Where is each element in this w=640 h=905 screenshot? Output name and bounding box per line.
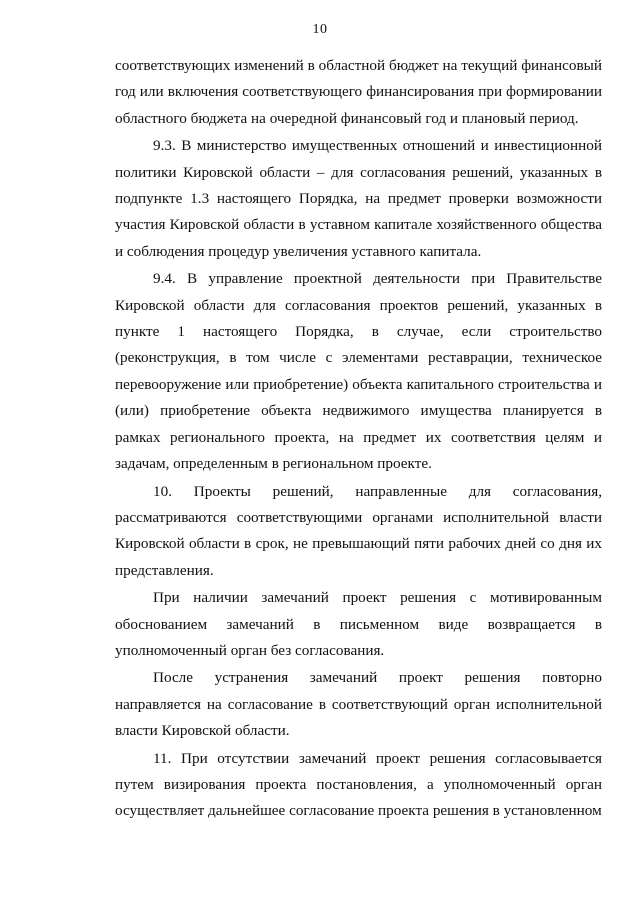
document-body [115, 53, 602, 825]
paragraph-9-3: 9.3. В министерство имущественных отношений и инвестиционной политики Кировской области – для согласования решений, указанных в подпункте 1.3 настоящего Порядка, на предмет проверки возможности участия Кировской области в уставном капитале хозяйственного общества и соблюдения процедур увеличения уставного капитала. [115, 137, 602, 260]
paragraph-11: 11. При отсутствии замечаний проект решения согласовывается путем визирования проекта постановления, а уполномоченный орган осуществляет дальнейшее согласование проекта решения в установленном [115, 749, 602, 820]
paragraph-resubmission: После устранения замечаний проект решения повторно направляется на согласование в соответствующий орган исполнительной власти Кировской области. [115, 669, 602, 740]
paragraph-continuation: соответствующих изменений в областной бюджет на текущий финансовый год или включения соответствующего финансирования при формировании областного бюджета на очередной финансовый год и плановый период. [115, 57, 602, 127]
paragraph-9-4: 9.4. В управление проектной деятельности при Правительстве Кировской области для согласования проектов решений, указанных в пункте 1 настоящего Порядка, в случае, если строительство (реконструкция, в том числе с элементами реставрации, техническое перевооружение или приобретение) объекта капитального строительства и (или) приобретение объекта недвижимого имущества планируется в рамках регионального проекта, на предмет их соответствия целям и задачам, определенным в региональном проекте. [115, 270, 602, 473]
page-number: 10 [312, 22, 328, 37]
paragraph-10: 10. Проекты решений, направленные для согласования, рассматриваются соответствующими органами исполнительной власти Кировской области в срок, не превышающий пяти рабочих дней со дня их представления. [115, 482, 602, 579]
paragraph-remarks: При наличии замечаний проект решения с мотивированным обоснованием замечаний в письменном виде возвращается в уполномоченный орган без согласования. [115, 589, 602, 659]
